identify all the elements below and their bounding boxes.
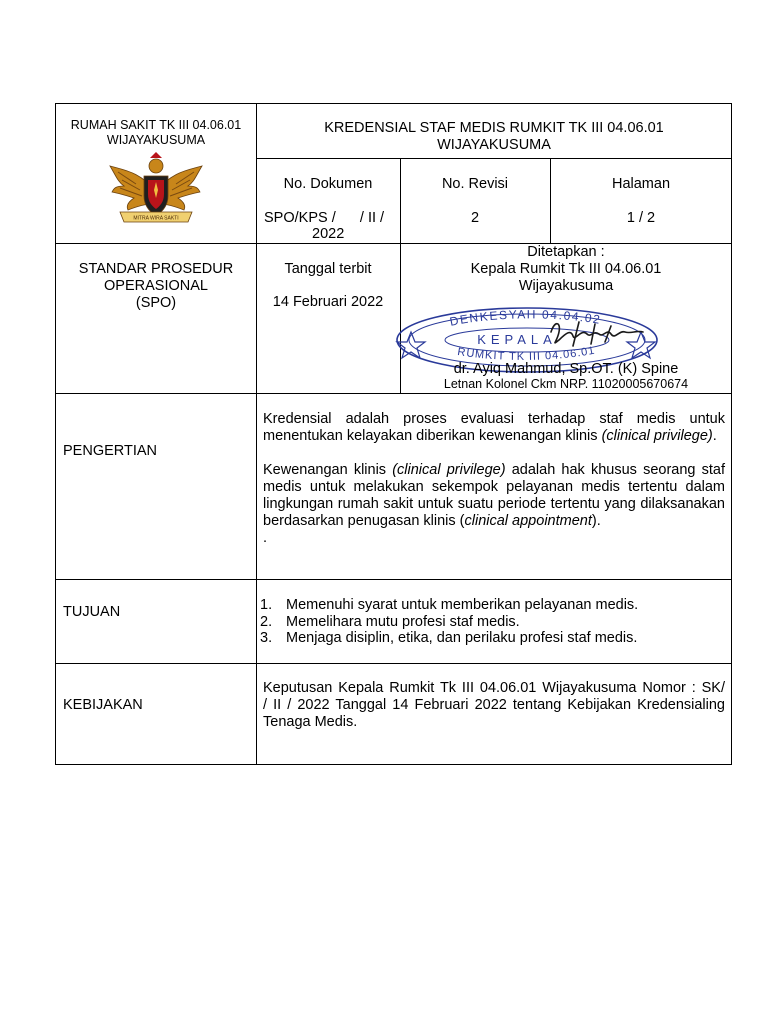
pengertian-p1-text: Kredensial adalah proses evaluasi terhadap staf medis untuk menentukan kelayakan diberikan kewenangan klinis — [263, 411, 725, 444]
list-item-number: 3. — [260, 630, 273, 646]
jabatan-line1: Kepala Rumkit Tk III 04.06.01 — [470, 261, 662, 277]
spo-heading-line2: OPERASIONAL — [104, 278, 208, 294]
pengertian-paragraph-2 — [263, 462, 725, 530]
no-revisi-value: 2 — [470, 210, 480, 226]
stamp-center-text: KEPALA — [477, 332, 557, 347]
tanggal-terbit-label: Tanggal terbit — [284, 261, 372, 277]
tujuan-label: TUJUAN — [63, 604, 121, 620]
no-dokumen-value-line2: 2022 — [312, 226, 345, 242]
pengertian-p2-text-2: adalah hak khusus seorang staf medis untuk melakukan sekempok pelayanan medis tertentu dalam lingkungan rumah sakit untuk suatu periode tertentu yang dilaksanakan berdasarkan penugasan klinis ( — [263, 462, 726, 529]
pengertian-trailing-dot: . — [263, 530, 268, 546]
list-item-text: Memenuhi syarat untuk memberikan pelayanan medis. — [286, 597, 639, 613]
list-item — [260, 630, 726, 647]
stamp-top-text: DENKESYAH 04.04.02 — [448, 307, 603, 329]
kebijakan-text: Keputusan Kepala Rumkit Tk III 04.06.01 Wijayakusuma Nomor : SK/ / II / 2022 Tanggal 14 Februari 2022 tentang Kebijakan Kredensialing Tenaga Medis. — [263, 680, 754, 730]
no-dokumen-value-line1: SPO/KPS / / II / — [264, 210, 385, 226]
pengertian-content — [263, 411, 725, 547]
pengertian-p2-italic: (clinical privilege) — [392, 462, 506, 478]
spo-heading-line1: STANDAR PROSEDUR — [78, 261, 234, 277]
list-item-number: 1. — [260, 597, 273, 613]
divider-col3 — [550, 158, 551, 243]
pengertian-paragraph-1 — [263, 411, 725, 445]
divider-pengertian — [56, 579, 732, 580]
hospital-name — [56, 118, 256, 148]
divider-spo — [56, 393, 732, 394]
tanggal-terbit-value: 14 Februari 2022 — [272, 294, 384, 310]
stamp-bottom-text: RUMKIT TK III 04.06.01 — [456, 344, 597, 363]
hospital-name-line1: RUMAH SAKIT TK III 04.06.01 — [70, 118, 242, 132]
document-title-line2: WIJAYAKUSUMA — [437, 137, 551, 153]
signer-rank: Letnan Kolonel Ckm NRP. 11020005670674 — [443, 377, 689, 391]
pengertian-p2-text: Kewenangan klinis — [263, 462, 393, 478]
no-dokumen-value — [264, 210, 400, 242]
list-item — [260, 614, 726, 631]
logo-ribbon-text: MITRA WIRA SAKTI — [133, 215, 179, 222]
pengertian-label: PENGERTIAN — [63, 443, 158, 459]
hospital-logo-icon — [106, 152, 206, 228]
spo-heading-line3: (SPO) — [135, 295, 177, 311]
list-item-text: Menjaga disiplin, etika, dan perilaku profesi staf medis. — [286, 630, 638, 646]
signer-name: dr. Ayiq Mahmud, Sp.OT. (K) Spine — [453, 361, 679, 377]
tujuan-list — [260, 597, 726, 647]
spo-document — [55, 103, 754, 765]
no-revisi-label: No. Revisi — [441, 176, 509, 192]
ditetapkan-block — [400, 244, 732, 295]
halaman-value: 1 / 2 — [626, 210, 656, 226]
list-item-number: 2. — [260, 613, 273, 630]
hospital-name-line2: WIJAYAKUSUMA — [106, 133, 206, 147]
pengertian-p2-end: ). — [591, 513, 601, 529]
no-dokumen-label: No. Dokumen — [283, 176, 373, 192]
document-title-line1: KREDENSIAL STAF MEDIS RUMKIT TK III 04.06.01 — [324, 120, 664, 136]
jabatan-line2: Wijayakusuma — [518, 278, 614, 294]
ditetapkan-label: Ditetapkan : — [527, 244, 605, 260]
list-item-text: Memelihara mutu profesi staf medis. — [286, 613, 520, 630]
pengertian-p1-end: . — [712, 428, 717, 444]
spo-heading — [56, 261, 256, 312]
document-title — [256, 120, 732, 154]
pengertian-p2-italic-2: clinical appointment — [464, 513, 592, 529]
divider-tujuan — [56, 663, 732, 664]
pengertian-p1-italic: (clinical privilege) — [601, 428, 713, 444]
divider-left-column — [256, 104, 257, 765]
halaman-label: Halaman — [611, 176, 671, 192]
list-item — [260, 597, 726, 614]
kebijakan-label: KEBIJAKAN — [63, 697, 143, 713]
divider-title — [256, 158, 732, 159]
